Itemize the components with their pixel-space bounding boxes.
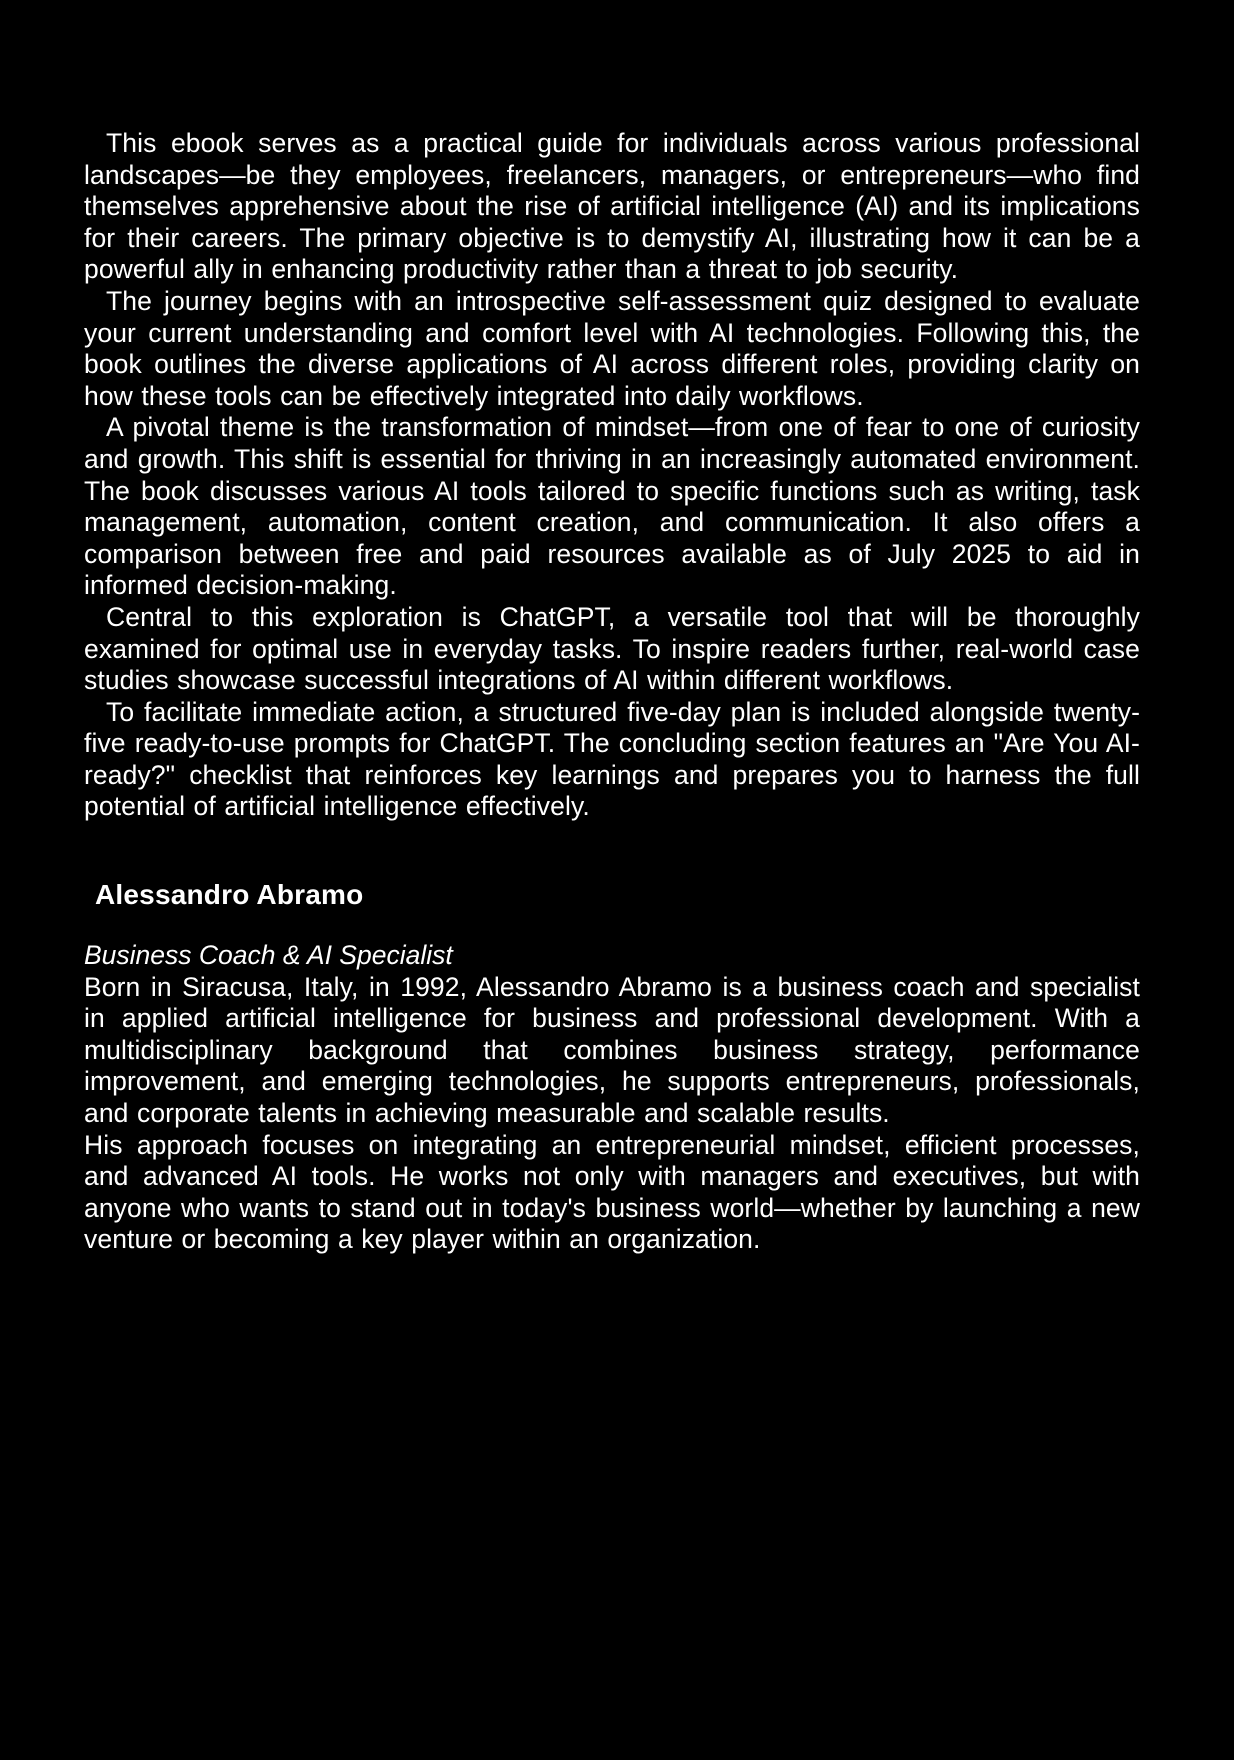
description-paragraph: Central to this exploration is ChatGPT, a versatile tool that will be thoroughly examined for optimal use in everyday tasks. To inspire readers further, real-world case studies showcase successful integrations of AI within different workflows. bbox=[84, 601, 1140, 696]
description-paragraph: This ebook serves as a practical guide for individuals across various professional landscapes—be they employees, freelancers, managers, or entrepreneurs—who find themselves apprehensive about the rise of artificial intelligence (AI) and its implications for their careers. The primary objective is to demystify AI, illustrating how it can be a powerful ally in enhancing productivity rather than a threat to job security. bbox=[84, 128, 1140, 285]
author-name-heading: Alessandro Abramo bbox=[95, 879, 364, 911]
author-bio-paragraph: His approach focuses on integrating an entrepreneurial mindset, efficient processes, and advanced AI tools. He works not only with managers and executives, but with anyone who wants to stand out in today's business world—whether by launching a new venture or becoming a key player within an organization. bbox=[84, 1129, 1140, 1255]
description-paragraph: The journey begins with an introspective self-assessment quiz designed to evaluate your current understanding and comfort level with AI technologies. Following this, the book outlines the diverse applications of AI across different roles, providing clarity on how these tools can be effectively integrated into daily workflows. bbox=[84, 285, 1140, 411]
description-paragraph: To facilitate immediate action, a structured five-day plan is included alongside twenty-five ready-to-use prompts for ChatGPT. The concluding section features an "Are You AI-ready?" checklist that reinforces key learnings and prepares you to harness the full potential of artificial intelligence effectively. bbox=[84, 696, 1140, 822]
author-bio-paragraph: Born in Siracusa, Italy, in 1992, Alessandro Abramo is a business coach and specialist in applied artificial intelligence for business and professional development. With a multidisciplinary background that combines business strategy, performance improvement, and emerging technologies, he supports entrepreneurs, professionals, and corporate talents in achieving measurable and scalable results. bbox=[84, 971, 1140, 1129]
description-paragraph: A pivotal theme is the transformation of mindset—from one of fear to one of curiosity and growth. This shift is essential for thriving in an increasingly automated environment. The book discusses various AI tools tailored to specific functions such as writing, task management, automation, content creation, and communication. It also offers a comparison between free and paid resources available as of July 2025 to aid in informed decision-making. bbox=[84, 412, 1140, 601]
author-role: Business Coach & AI Specialist bbox=[84, 940, 453, 971]
